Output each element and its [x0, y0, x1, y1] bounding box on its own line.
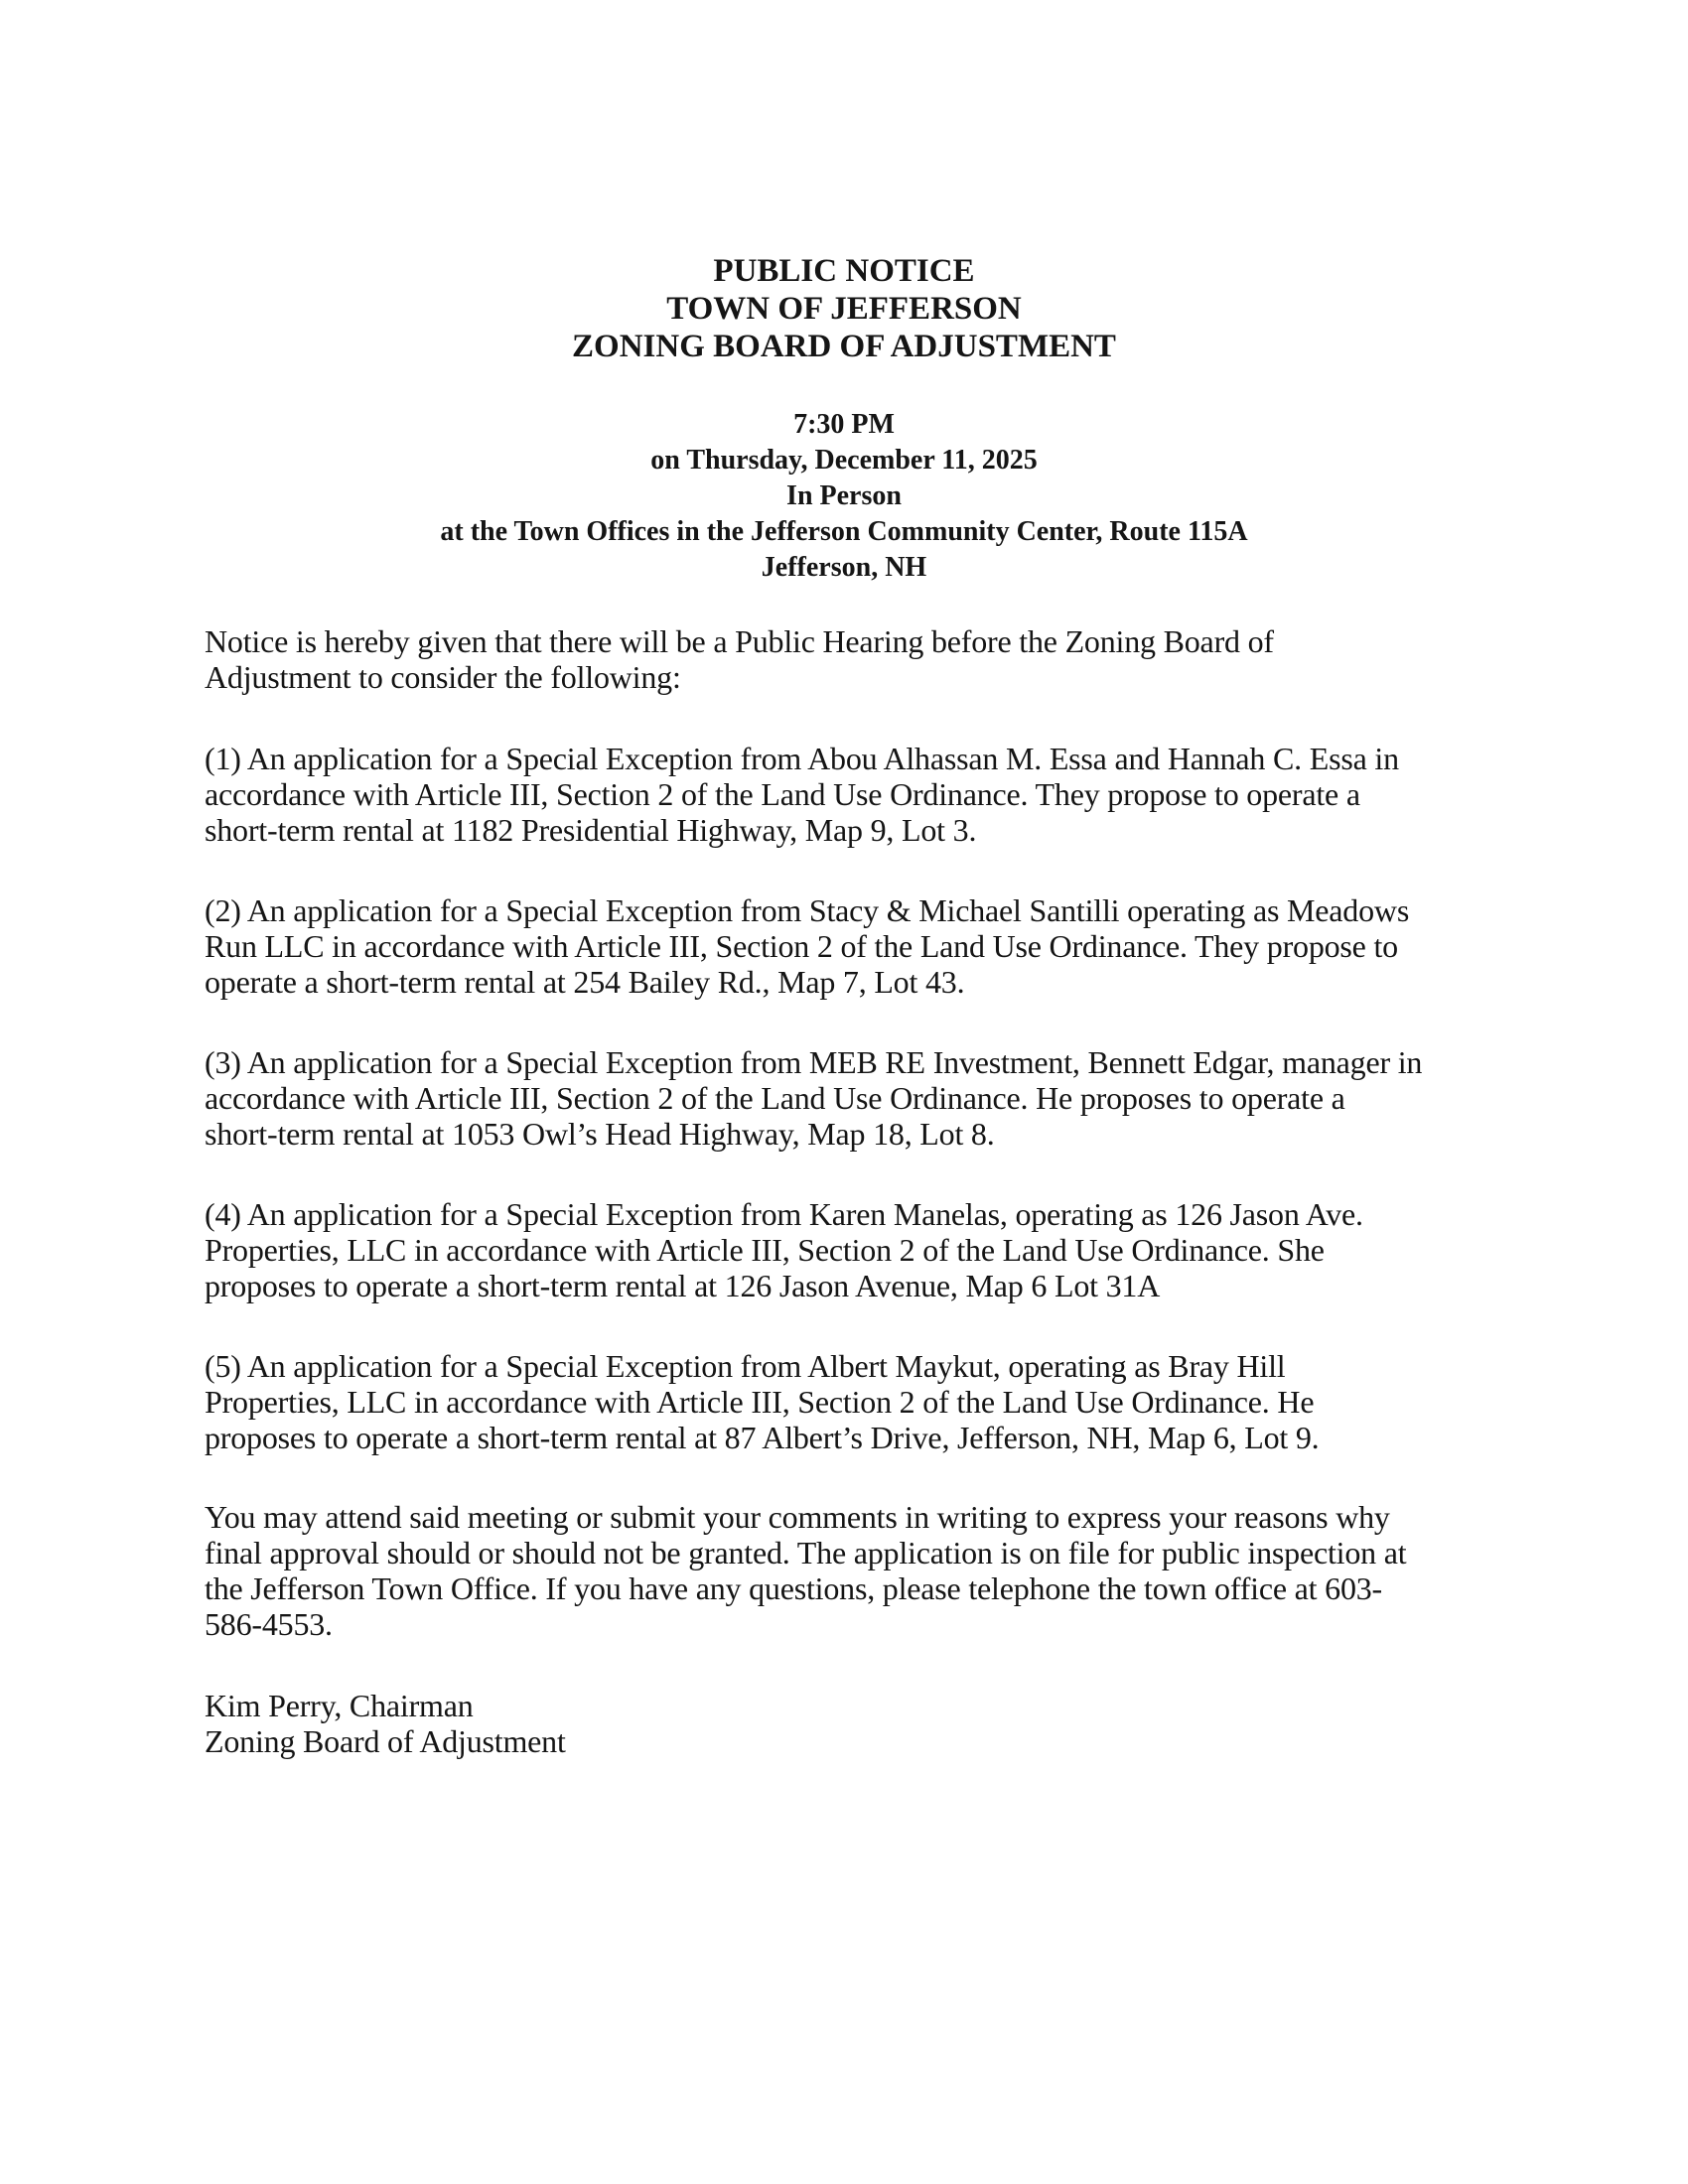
text-line: operate a short-term rental at 254 Bailey Rd., Map 7, Lot 43. [205, 964, 965, 1000]
text-line: the Jefferson Town Office. If you have any questions, please telephone the town office at 603- [205, 1570, 1383, 1606]
text-line: Adjustment to consider the following: [205, 659, 681, 695]
text-line: accordance with Article III, Section 2 of the Land Use Ordinance. They propose to operate a [205, 776, 1360, 812]
meeting-location: at the Town Offices in the Jefferson Community Center, Route 115A [440, 516, 1248, 547]
text-line: You may attend said meeting or submit your comments in writing to express your reasons why [205, 1499, 1390, 1535]
title-line: ZONING BOARD OF ADJUSTMENT [572, 329, 1116, 364]
text-line: short-term rental at 1053 Owl’s Head Highway, Map 18, Lot 8. [205, 1116, 995, 1152]
application-item-1 [205, 741, 1515, 848]
title-line: TOWN OF JEFFERSON [666, 291, 1022, 327]
text-line: (2) An application for a Special Exception from Stacy & Michael Santilli operating as Meadows [205, 892, 1410, 928]
application-item-5 [205, 1348, 1515, 1455]
title-line: PUBLIC NOTICE [713, 253, 975, 289]
meeting-city: Jefferson, NH [761, 552, 927, 583]
meeting-date: on Thursday, December 11, 2025 [650, 445, 1038, 476]
application-item-3 [205, 1044, 1515, 1152]
notice-title [0, 252, 1688, 365]
text-line: (4) An application for a Special Exception from Karen Manelas, operating as 126 Jason Ave. [205, 1196, 1363, 1232]
text-line: proposes to operate a short-term rental at 126 Jason Avenue, Map 6 Lot 31A [205, 1268, 1161, 1303]
text-line: accordance with Article III, Section 2 of the Land Use Ordinance. He proposes to operate a [205, 1080, 1345, 1116]
meeting-time: 7:30 PM [793, 409, 895, 440]
text-line: final approval should or should not be granted. The application is on file for public inspection at [205, 1535, 1407, 1570]
text-line: (1) An application for a Special Exception from Abou Alhassan M. Essa and Hannah C. Essa in [205, 741, 1399, 776]
signer-board: Zoning Board of Adjustment [205, 1723, 566, 1759]
text-line: Properties, LLC in accordance with Article III, Section 2 of the Land Use Ordinance. He [205, 1384, 1315, 1420]
text-line: Notice is hereby given that there will be a Public Hearing before the Zoning Board of [205, 623, 1274, 659]
text-line: (3) An application for a Special Exception from MEB RE Investment, Bennett Edgar, manager in [205, 1044, 1423, 1080]
meeting-details [0, 407, 1688, 586]
application-item-4 [205, 1196, 1515, 1303]
text-line: (5) An application for a Special Exception from Albert Maykut, operating as Bray Hill [205, 1348, 1286, 1384]
meeting-mode: In Person [786, 480, 902, 511]
closing-paragraph [205, 1499, 1515, 1642]
text-line: proposes to operate a short-term rental at 87 Albert’s Drive, Jefferson, NH, Map 6, Lot 9. [205, 1420, 1320, 1455]
signer-name: Kim Perry, Chairman [205, 1688, 474, 1723]
text-line: Properties, LLC in accordance with Article III, Section 2 of the Land Use Ordinance. She [205, 1232, 1325, 1268]
text-line: short-term rental at 1182 Presidential Highway, Map 9, Lot 3. [205, 812, 977, 848]
application-item-2 [205, 892, 1515, 1000]
signature-block [205, 1688, 1515, 1759]
text-line: Run LLC in accordance with Article III, Section 2 of the Land Use Ordinance. They propose to [205, 928, 1398, 964]
text-line: 586-4553. [205, 1606, 333, 1642]
intro-paragraph [205, 623, 1515, 695]
